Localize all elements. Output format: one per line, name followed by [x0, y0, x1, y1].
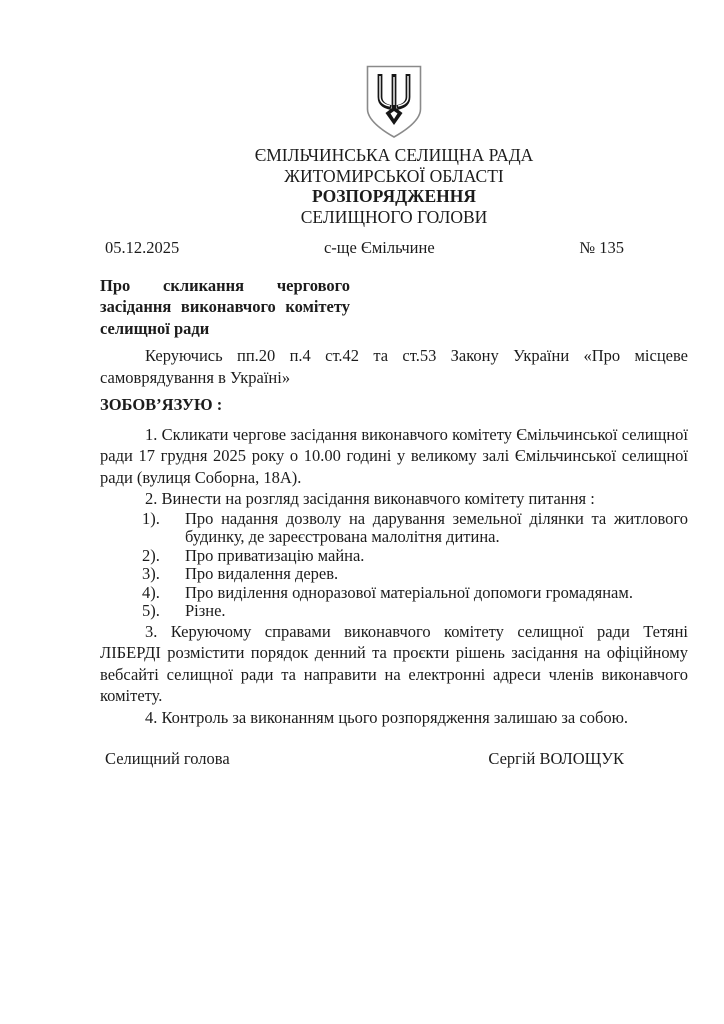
oblige-heading: ЗОБОВ’ЯЗУЮ :	[100, 395, 223, 414]
agenda-item	[142, 547, 688, 566]
document-author-title: СЕЛИЩНОГО ГОЛОВИ	[300, 206, 488, 227]
agenda-item-text: Про виділення одноразової матеріальної допомоги громадянам.	[185, 582, 633, 602]
paragraph-1: 1. Скликати чергове засідання виконавчого комітету Ємільчинської селищної ради 17 грудня 2025 року о 10.00 годині у великому залі Ємільчинської селищної ради (вулиця Соборна, 18А).	[100, 424, 688, 487]
agenda-item-text: Про видалення дерев.	[185, 564, 339, 583]
signer-title: Селищний голова	[105, 749, 230, 768]
agenda-list	[142, 510, 688, 621]
agenda-item-number: 5).	[142, 601, 160, 620]
agenda-item-number: 2).	[142, 545, 160, 565]
council-name: ЄМІЛЬЧИНСЬКА СЕЛИЩНА РАДА	[254, 145, 534, 165]
coat-of-arms-ukraine-trident-icon	[363, 64, 425, 140]
oblast-name: ЖИТОМИРСЬКОЇ ОБЛАСТІ	[284, 165, 504, 186]
paragraph-3: 3. Керуючому справами виконавчого комітету селищної ради Тетяні ЛІБЕРДІ розмістити порядок денний та проєкти рішень засідання на офіційному вебсайті селищної ради та направити на електронні адреси членів виконавчого комітету.	[100, 621, 688, 705]
agenda-item-text: Різне.	[185, 601, 226, 620]
agenda-item	[142, 510, 688, 547]
document-type-title: РОЗПОРЯДЖЕННЯ	[312, 186, 476, 206]
document-place: с-ще Ємільчине	[323, 238, 435, 257]
agenda-item-number: 3).	[142, 564, 160, 583]
paragraph-4: 4. Контроль за виконанням цього розпорядження залишаю за собою.	[145, 707, 629, 727]
document-subject: Про скликання чергового засідання виконавчого комітету селищної ради	[100, 275, 350, 338]
document-date: 05.12.2025	[105, 238, 180, 257]
paragraph-2: 2. Винести на розгляд засідання виконавчого комітету питання :	[145, 489, 595, 508]
agenda-item-text: Про приватизацію майна.	[185, 545, 365, 565]
meta-row	[100, 237, 624, 259]
agenda-item-text: Про надання дозволу на дарування земельної ділянки та житлового будинку, де зареєстрована малолітня дитина.	[185, 508, 688, 546]
agenda-item	[142, 584, 688, 603]
document-header	[100, 145, 688, 227]
signer-name: Сергій ВОЛОЩУК	[488, 749, 624, 768]
agenda-item	[142, 602, 688, 621]
agenda-item-number: 1).	[142, 508, 160, 528]
signature-row	[100, 748, 624, 770]
agenda-item-number: 4).	[142, 582, 160, 602]
agenda-item	[142, 565, 688, 584]
preamble-paragraph: Керуючись пп.20 п.4 ст.42 та ст.53 Закону України «Про місцеве самоврядування в Україні»	[100, 346, 688, 387]
document-number: № 135	[579, 238, 624, 257]
